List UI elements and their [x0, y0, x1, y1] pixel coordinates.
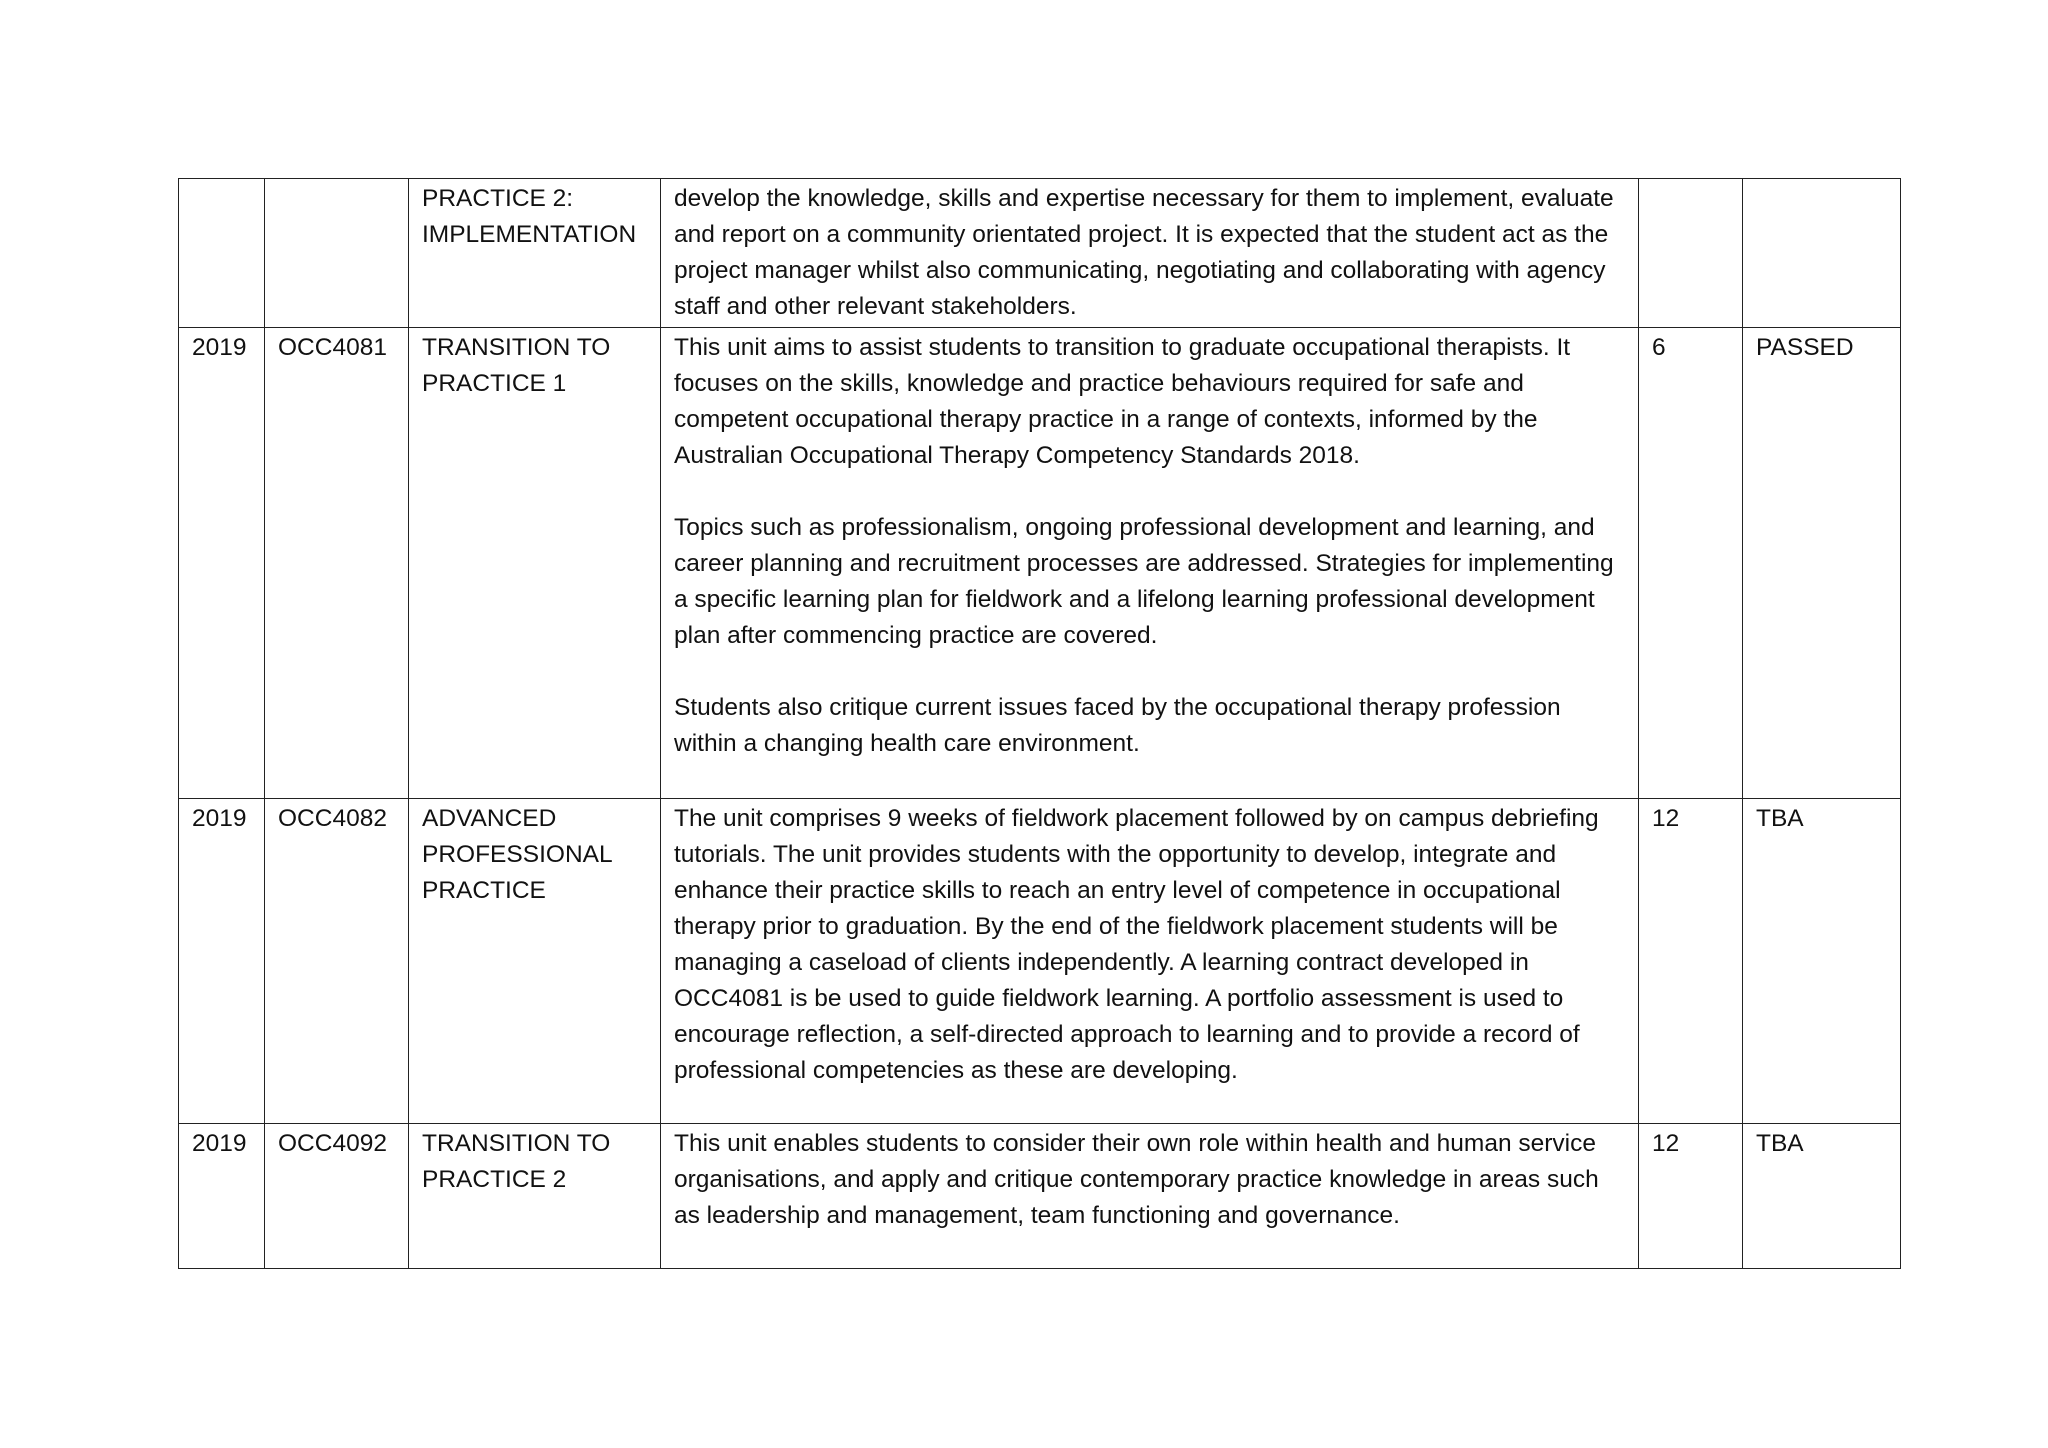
year-cell [179, 179, 265, 328]
description-paragraph: Students also critique current issues faced by the occupational therapy profession within a changing health care environment. [674, 694, 1561, 757]
credits-cell [1639, 179, 1743, 328]
paragraph-gap [674, 654, 1626, 690]
credits-cell: 12 [1639, 1124, 1743, 1269]
description-paragraph: develop the knowledge, skills and expertise necessary for them to implement, evaluate and report on a community orientated project. It is expected that the student act as the project manager whilst also communicating, negotiating and collaborating with agency staff and other relevant stakeholders. [674, 185, 1614, 320]
result-cell [1743, 179, 1901, 328]
unit-title-cell: TRANSITION TO PRACTICE 1 [409, 328, 661, 799]
description-paragraph: The unit comprises 9 weeks of fieldwork placement followed by on campus debriefing tutorials. The unit provides students with the opportunity to develop, integrate and enhance their practice skills to reach an entry level of competence in occupational therapy prior to graduation. By the end of the fieldwork placement students will be managing a caseload of clients independently. A learning contract developed in OCC4081 is be used to guide fieldwork learning. A portfolio assessment is used to encourage reflection, a self-directed approach to learning and to provide a record of professional competencies as these are developing. [674, 805, 1599, 1084]
unit-code-cell: OCC4082 [265, 799, 409, 1124]
unit-title-cell: ADVANCED PROFESSIONAL PRACTICE [409, 799, 661, 1124]
result-cell: TBA [1743, 799, 1901, 1124]
result-cell: PASSED [1743, 328, 1901, 799]
table-row [179, 328, 1901, 799]
unit-title-cell: TRANSITION TO PRACTICE 2 [409, 1124, 661, 1269]
year-cell: 2019 [179, 1124, 265, 1269]
credits-cell: 6 [1639, 328, 1743, 799]
table-row [179, 1124, 1901, 1269]
description-cell [661, 328, 1639, 799]
result-cell: TBA [1743, 1124, 1901, 1269]
description-paragraph: This unit enables students to consider their own role within health and human service organisations, and apply and critique contemporary practice knowledge in areas such as leadership and management, team functioning and governance. [674, 1130, 1599, 1229]
unit-title-cell: PRACTICE 2: IMPLEMENTATION [409, 179, 661, 328]
units-table [178, 178, 1901, 1269]
table-row [179, 799, 1901, 1124]
credits-cell: 12 [1639, 799, 1743, 1124]
description-paragraph: Topics such as professionalism, ongoing professional development and learning, and career planning and recruitment processes are addressed. Strategies for implementing a specific learning plan for fieldwork and a lifelong learning professional development plan after commencing practice are covered. [674, 514, 1614, 649]
description-cell [661, 179, 1639, 328]
description-paragraph: This unit aims to assist students to transition to graduate occupational therapists. It focuses on the skills, knowledge and practice behaviours required for safe and competent occupational therapy practice in a range of contexts, informed by the Australian Occupational Therapy Competency Standards 2018. [674, 334, 1571, 469]
year-cell: 2019 [179, 799, 265, 1124]
description-cell [661, 799, 1639, 1124]
unit-code-cell: OCC4092 [265, 1124, 409, 1269]
description-cell [661, 1124, 1639, 1269]
paragraph-gap [674, 474, 1626, 510]
unit-code-cell [265, 179, 409, 328]
year-cell: 2019 [179, 328, 265, 799]
table-row [179, 179, 1901, 328]
unit-code-cell: OCC4081 [265, 328, 409, 799]
